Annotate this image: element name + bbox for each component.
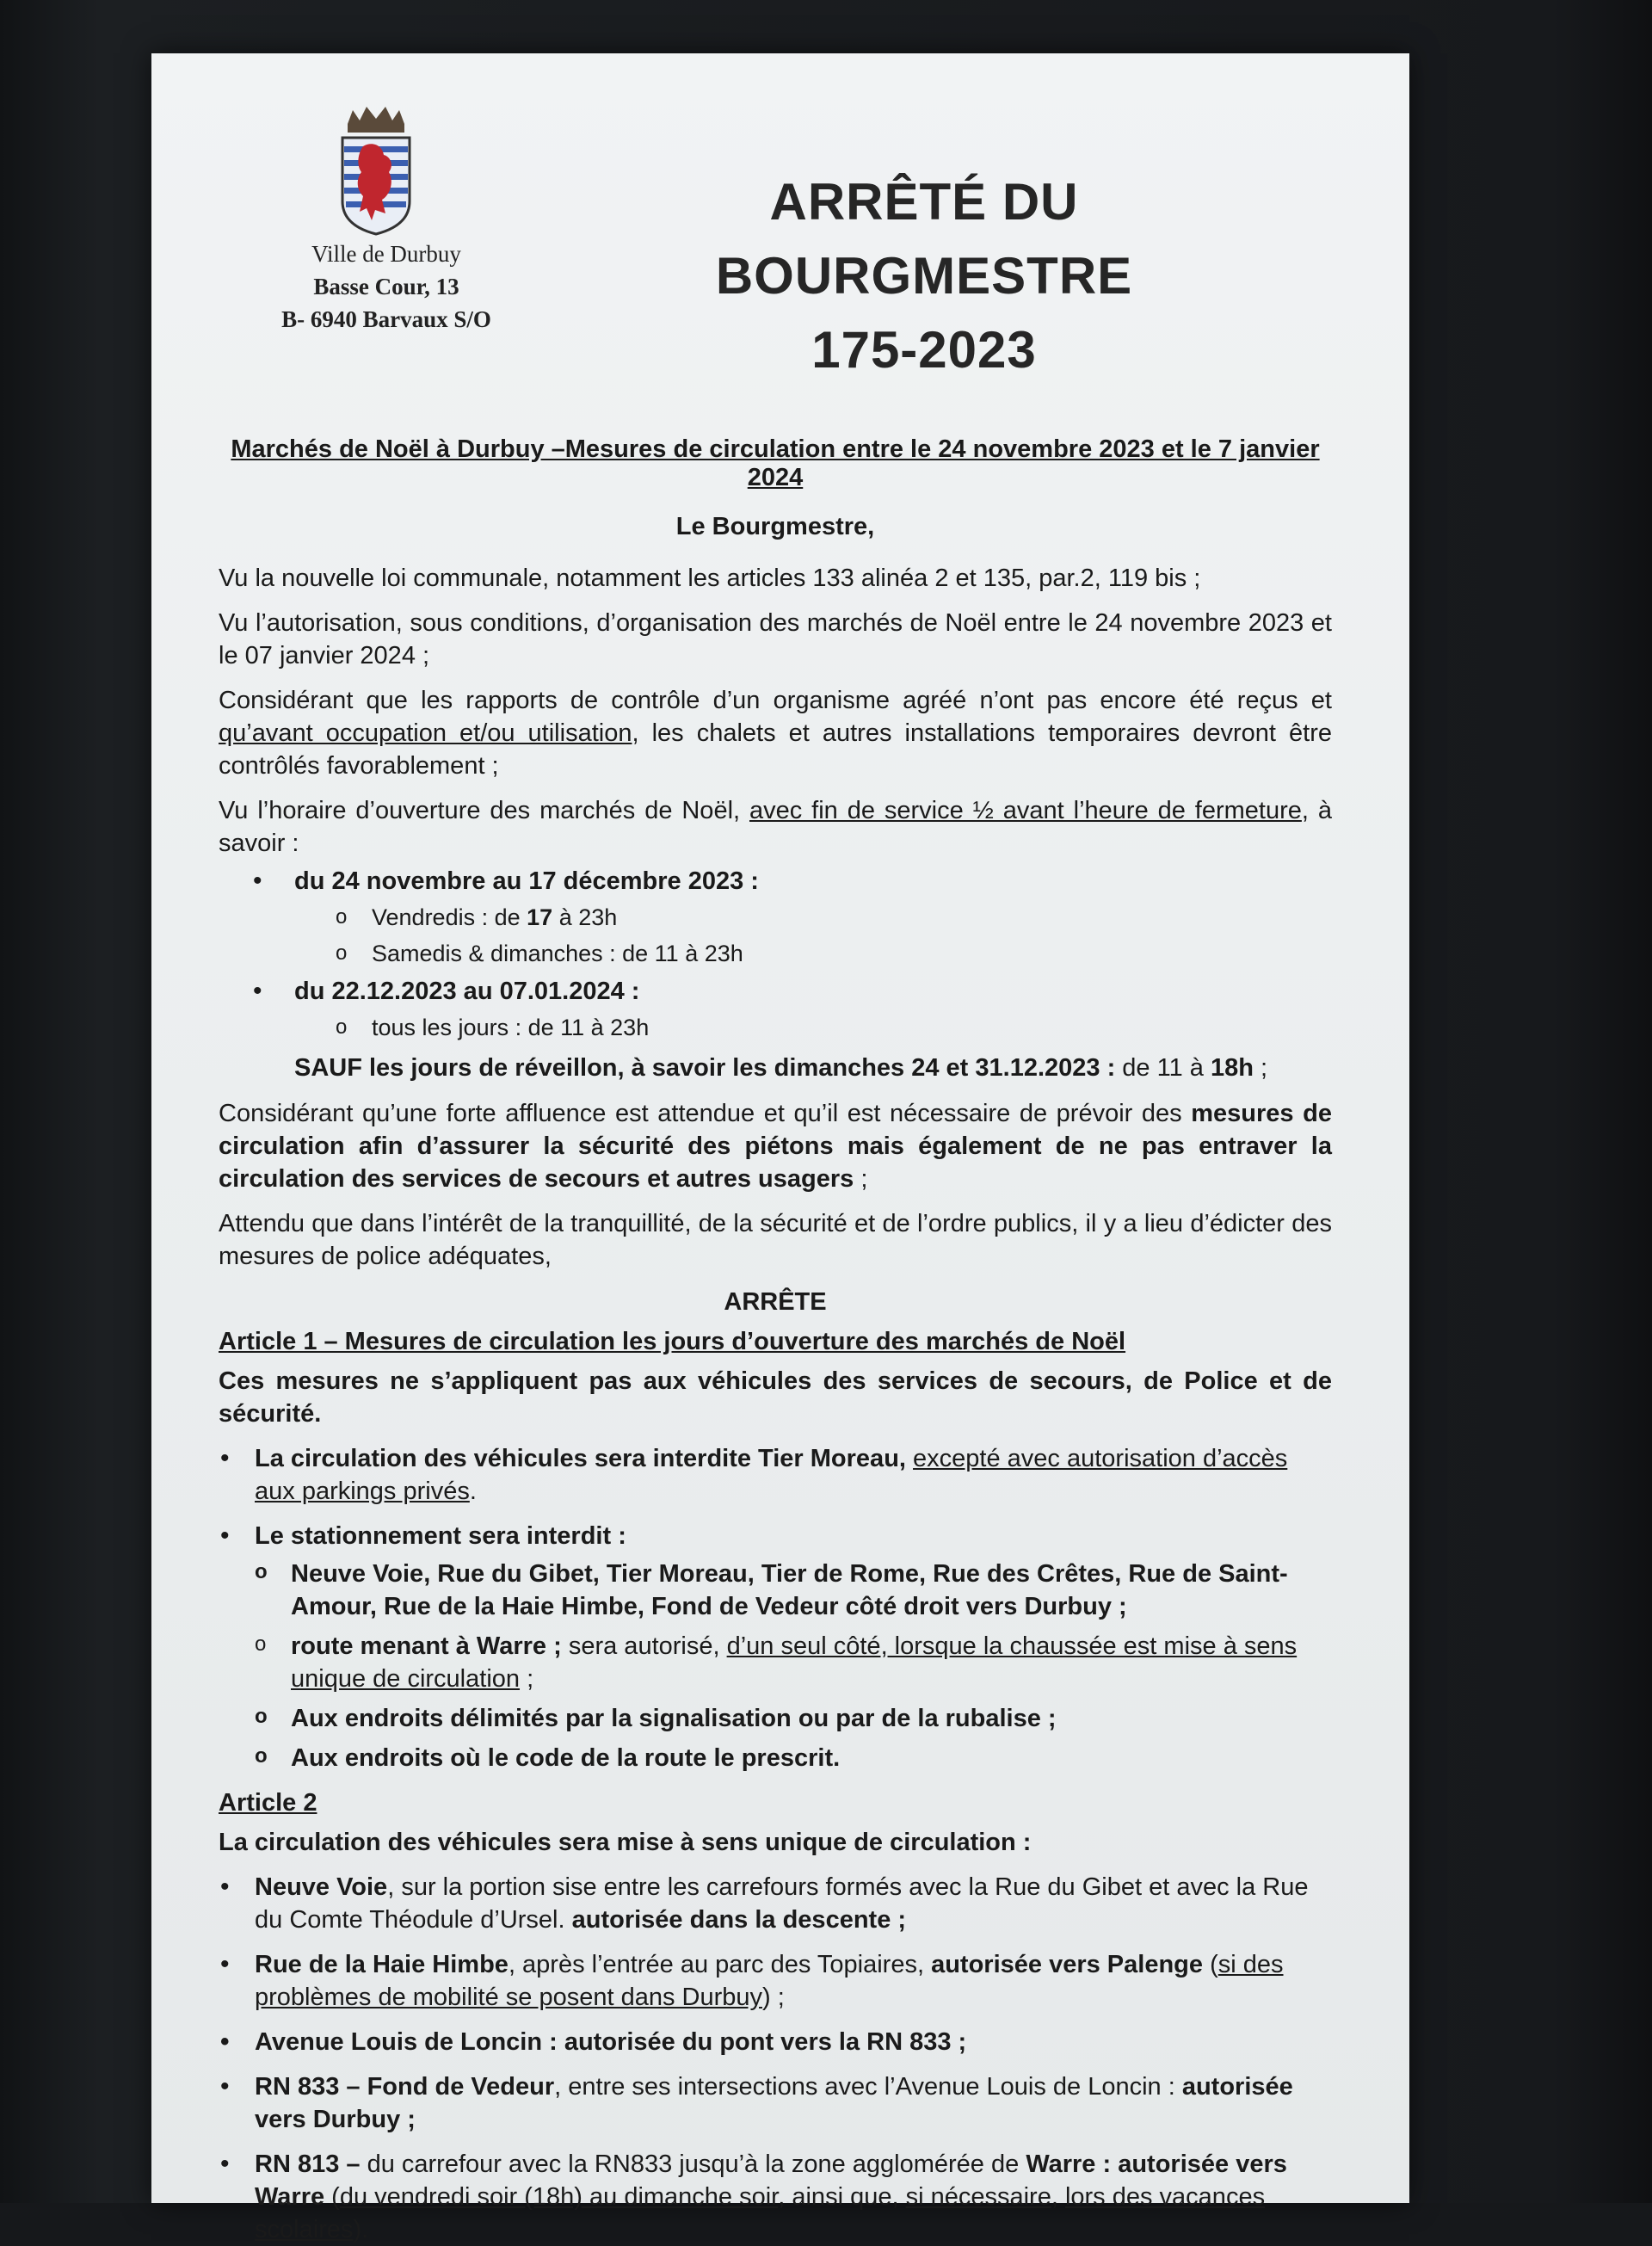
article-2-intro: La circulation des véhicules sera mise à sens unique de circulation : bbox=[219, 1829, 1032, 1856]
vu-paragraph-2: Vu l’autorisation, sous conditions, d’organisation des marchés de Noël entre le 24 novembre 2023 et le 07 janvier 2024 ; bbox=[219, 609, 1332, 669]
vu-paragraph-1: Vu la nouvelle loi communale, notamment les articles 133 alinéa 2 et 135, par.2, 119 bis ; bbox=[219, 565, 1201, 592]
haie-himbe-underlined: si des problèmes de mobilité se posent dans Durbuy bbox=[255, 1951, 1284, 2011]
haie-himbe-direction: autorisée vers Palenge bbox=[931, 1951, 1204, 1978]
address-city: Ville de Durbuy bbox=[311, 241, 461, 267]
rn813-direction: Warre : autorisée vers Warre bbox=[255, 2150, 1287, 2211]
article-2-title: Article 2 bbox=[219, 1789, 317, 1817]
rn813-underlined-3: lors des vacances scolaires bbox=[255, 2183, 1266, 2243]
list-item bbox=[219, 865, 1332, 972]
list-item bbox=[219, 2148, 1332, 2246]
decree-number: 175-2023 bbox=[811, 321, 1037, 379]
warre-road-underlined: d’un seul côté, lorsque la chaussée est mise à sens unique de circulation bbox=[291, 1632, 1298, 1693]
rn833-bold: RN 833 – Fond de Vedeur bbox=[255, 2073, 555, 2101]
considerant2-bold: mesures de circulation afin d’assurer la sécurité des piétons mais également de ne pas entraver la circulation des services de secours et autres usagers bbox=[219, 1100, 1332, 1193]
list-item bbox=[219, 1948, 1332, 2014]
list-item bbox=[255, 1630, 1332, 1695]
period-2-sublist bbox=[294, 1009, 1332, 1046]
considerant2-text: Considérant qu’une forte affluence est attendue et qu’il est nécessaire de prévoir des bbox=[219, 1100, 1192, 1127]
municipality-address bbox=[244, 238, 528, 332]
rn813-bold: RN 813 – bbox=[255, 2150, 361, 2178]
horaire-end: , à savoir : bbox=[219, 797, 1333, 857]
haie-himbe-bold: Rue de la Haie Himbe bbox=[255, 1951, 509, 1978]
considerant1-text: Considérant que les rapports de contrôle d’un organisme agréé n’ont pas encore été reçus et bbox=[219, 687, 1332, 714]
rn813-separator-1: , ainsi que, bbox=[778, 2183, 906, 2211]
neuve-voie-text: , sur la portion sise entre les carrefours formés avec la Rue du Gibet et avec la Rue du Comte Théodule d’Ursel. bbox=[255, 1873, 1309, 1934]
sauf-bold: SAUF les jours de réveillon, à savoir les dimanches 24 et 31.12.2023 : bbox=[294, 1054, 1116, 1082]
considerant1-underlined: qu’avant occupation et/ou utilisation bbox=[219, 719, 632, 747]
list-item bbox=[219, 1442, 1332, 1508]
period-2-label: du 22.12.2023 au 07.01.2024 : bbox=[294, 978, 640, 1005]
period-1-sublist bbox=[294, 899, 1332, 972]
horaire-text: Vu l’horaire d’ouverture des marchés de Noël, bbox=[219, 797, 749, 824]
friday-start-hour: 17 bbox=[527, 904, 553, 930]
document-header bbox=[219, 79, 1332, 379]
decree-subject: Marchés de Noël à Durbuy –Mesures de circulation entre le 24 novembre 2023 et le 7 janvier 2024 bbox=[231, 435, 1320, 491]
list-item bbox=[219, 2070, 1332, 2136]
rn813-underlined-2: si nécessaire bbox=[905, 2183, 1051, 2211]
list-item: o Aux endroits délimités par la signalisation ou par de la rubalise ; bbox=[255, 1702, 1332, 1735]
rn813-open-paren: ( bbox=[324, 2183, 340, 2211]
title-line-1: ARRÊTÉ DU BOURGMESTRE bbox=[715, 173, 1133, 305]
horaire-paragraph bbox=[219, 794, 1332, 860]
considerant1-end: , les chalets et autres installations temporaires devront être contrôlés favorablement ; bbox=[219, 719, 1332, 780]
neuve-voie-bold: Neuve Voie bbox=[255, 1873, 388, 1901]
article1-item1-underlined-1: excepté avec autorisation d’accès bbox=[913, 1445, 1288, 1472]
warre-road-bold: route menant à Warre ; bbox=[291, 1632, 562, 1660]
haie-himbe-close-paren: ) ; bbox=[762, 1984, 785, 2011]
list-item: o Aux endroits où le code de la route le prescrit. bbox=[255, 1742, 1332, 1774]
article1-item1-underlined-2: aux parkings privés bbox=[255, 1478, 470, 1505]
attendu-paragraph: Attendu que dans l’intérêt de la tranquillité, de la sécurité et de l’ordre publics, il y a lieu d’édicter des mesures de police adéquates, bbox=[219, 1210, 1332, 1270]
article-1-list bbox=[219, 1442, 1332, 1774]
le-bourgmestre-heading: Le Bourgmestre, bbox=[675, 513, 875, 540]
list-item: • Avenue Louis de Loncin : autorisée du pont vers la RN 833 ; bbox=[219, 2026, 1332, 2058]
rn813-underlined-1: du vendredi soir (18h) au dimanche soir bbox=[339, 2183, 779, 2211]
rn833-direction: autorisée vers Durbuy ; bbox=[255, 2073, 1293, 2133]
list-item bbox=[219, 1520, 1332, 1774]
warre-road-text: sera autorisé, bbox=[561, 1632, 727, 1660]
list-item bbox=[294, 899, 1332, 935]
article-1-intro: Ces mesures ne s’appliquent pas aux véhicules des services de secours, de Police et de sécurité. bbox=[219, 1367, 1332, 1428]
article1-item1-bold: La circulation des véhicules sera interdite Tier Moreau, bbox=[255, 1445, 914, 1472]
article-1-title: Article 1 – Mesures de circulation les jours d’ouverture des marchés de Noël bbox=[219, 1328, 1126, 1355]
parking-ban-sublist bbox=[255, 1558, 1332, 1774]
list-item: o Samedis & dimanches : de 11 à 23h bbox=[294, 935, 1332, 972]
sauf-mid: de 11 à bbox=[1115, 1054, 1211, 1082]
page-title bbox=[589, 165, 1260, 387]
rn833-text: , entre ses intersections avec l’Avenue Louis de Loncin : bbox=[554, 2073, 1182, 2101]
friday-hours-text: Vendredis : de bbox=[372, 904, 527, 930]
address-postal: B- 6940 Barvaux S/O bbox=[281, 306, 491, 332]
haie-himbe-text: , après l’entrée au parc des Topiaires, bbox=[508, 1951, 932, 1978]
reveillon-exception bbox=[219, 1051, 1332, 1085]
address-street: Basse Cour, 13 bbox=[313, 274, 459, 299]
article1-item1-end: . bbox=[469, 1478, 477, 1505]
considerant-paragraph-2 bbox=[219, 1097, 1332, 1195]
durbuy-coat-of-arms-icon bbox=[337, 105, 415, 236]
haie-himbe-open-paren: ( bbox=[1203, 1951, 1218, 1978]
sauf-end: ; bbox=[1253, 1054, 1268, 1082]
warre-road-end: ; bbox=[520, 1665, 534, 1693]
rn813-close-paren: ). bbox=[353, 2216, 369, 2243]
parking-ban-label: Le stationnement sera interdit : bbox=[255, 1522, 626, 1550]
rn813-separator-2: , bbox=[1051, 2183, 1065, 2211]
considerant2-end: ; bbox=[854, 1165, 868, 1193]
rn813-text: du carrefour avec la RN833 jusqu’à la zone agglomérée de bbox=[360, 2150, 1026, 2178]
list-item: o tous les jours : de 11 à 23h bbox=[294, 1009, 1332, 1046]
list-item bbox=[219, 975, 1332, 1046]
opening-hours-list bbox=[219, 865, 1332, 1046]
friday-end-hour: à 23h bbox=[552, 904, 618, 930]
neuve-voie-direction: autorisée dans la descente ; bbox=[571, 1906, 907, 1934]
horaire-underlined: avec fin de service ½ avant l’heure de fermeture bbox=[749, 797, 1302, 824]
period-1-label: du 24 novembre au 17 décembre 2023 : bbox=[294, 867, 759, 895]
arrete-heading: ARRÊTE bbox=[724, 1288, 827, 1316]
list-item bbox=[219, 1871, 1332, 1936]
article-2-list bbox=[219, 1871, 1332, 2246]
sauf-end-hour: 18h bbox=[1210, 1054, 1254, 1082]
considerant-paragraph-1 bbox=[219, 684, 1332, 782]
decree-document bbox=[151, 53, 1409, 2243]
list-item: o Neuve Voie, Rue du Gibet, Tier Moreau, Tier de Rome, Rue des Crêtes, Rue de Saint-Amour, Rue de la Haie Himbe, Fond de Vedeur côté droit vers Durbuy ; bbox=[255, 1558, 1332, 1623]
